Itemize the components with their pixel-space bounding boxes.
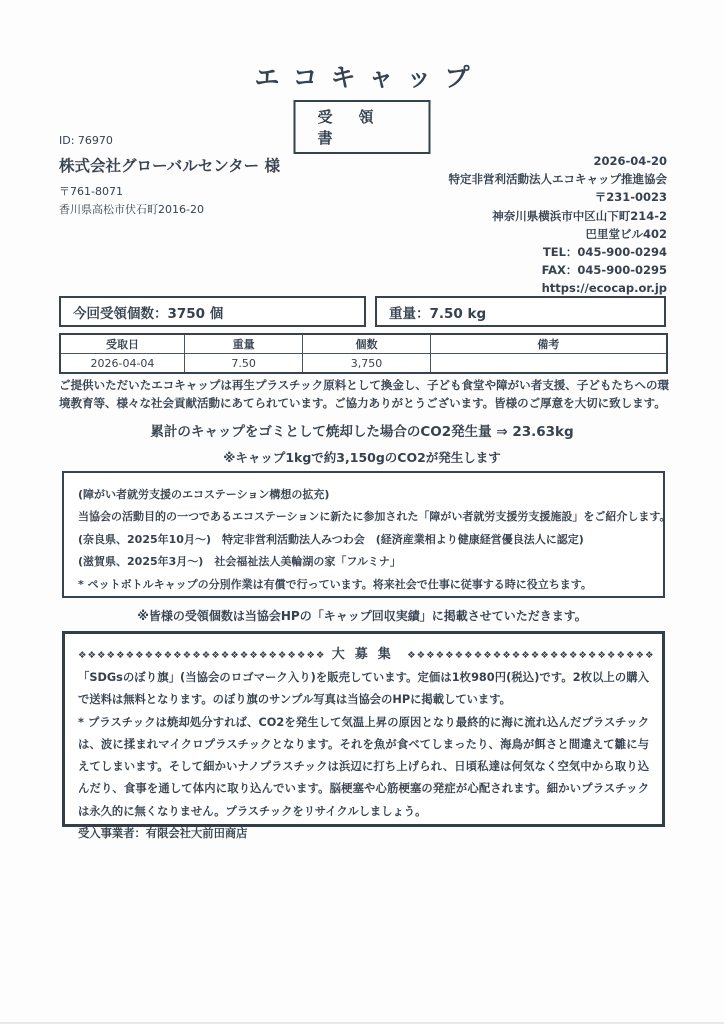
operator-line: 受入事業者：有限会社大前田商店 — [78, 827, 248, 841]
issuer-fax: FAX：045-900-0295 — [541, 263, 667, 278]
issuer-tel: TEL：045-900-0294 — [542, 245, 667, 260]
issuer-postal: 〒231-0023 — [594, 190, 667, 205]
diamond-ornament-left: ❖❖❖❖❖❖❖❖❖❖❖❖❖❖❖❖❖❖❖❖❖❖❖❖❖❖ — [78, 650, 326, 661]
info-line: 当協会の活動目的の一つであるエコステーションに新たに参加された「障がい者就労支援労支援施設」をご紹介します。 — [78, 510, 671, 524]
recipient-name: 株式会社グローバルセンター 様 — [59, 157, 281, 175]
issuer-building: 巴里堂ビル402 — [585, 226, 667, 241]
recipient-postal: 〒761-8071 — [59, 185, 123, 198]
recipient-address: 香川県高松市伏石町2016-20 — [59, 203, 204, 216]
receipt-table — [59, 333, 668, 374]
weight-text: 重量：7.50 kg — [389, 305, 487, 322]
info-line: (滋賀県、2025年3月～) 社会福祉法人美輪湖の家「フルミナ」 — [78, 555, 401, 569]
doc-title: エコキャップ — [254, 63, 483, 92]
issuer-url: https://ecocap.or.jp — [541, 281, 667, 296]
receipt-stamp-label: 受領書 — [317, 108, 400, 147]
col-header-date: 受取日 — [60, 334, 184, 354]
recruitment-box — [62, 631, 665, 841]
diamond-ornament-right: ❖❖❖❖❖❖❖❖❖❖❖❖❖❖❖❖❖❖❖❖❖❖❖❖❖❖ — [407, 650, 655, 661]
issuer-org-name: 特定非営利活動法人エコキャップ推進協会 — [448, 172, 667, 187]
hp-publish-note: ※皆様の受領個数は当協会HPの「キャップ回収実績」に掲載させていただきます。 — [137, 609, 587, 623]
cell-weight: 7.50 — [184, 354, 302, 374]
received-count-text: 今回受領個数：3750 個 — [73, 305, 224, 322]
cell-date: 2026-04-04 — [60, 354, 184, 374]
col-header-weight: 重量 — [184, 334, 302, 354]
col-header-count: 個数 — [303, 334, 430, 354]
info-line: (障がい者就労支援のエコステーション構想の拡充) — [78, 488, 330, 501]
info-line: (奈良県、2025年10月～) 特定非営利活動法人みつわ会 (経済産業相より健康経営優良法人に認定) — [78, 532, 584, 546]
co2-note-line: ※キャップ1kgで約3,150gのCO2が発生します — [223, 450, 501, 465]
table-row — [60, 354, 667, 374]
eco-station-info-box — [62, 471, 671, 598]
co2-total-line: 累計のキャップをゴミとして焼却した場合のCO2発生量 ⇒ 23.63kg — [150, 424, 574, 440]
cell-count: 3,750 — [303, 354, 430, 374]
sdgs-flag-paragraph: 「SDGsのぼり旗」(当協会のロゴマーク入り)を販売しています。定価は1枚980円(税込)です。2枚以上の購入で送料は無料となります。のぼり旗のサンプル写真は当協会のHPに掲載しています。 — [78, 671, 649, 707]
recruitment-title: 大募集 — [331, 647, 401, 662]
plastic-recycle-paragraph: * プラスチックは焼却処分すれば、CO2を発生して気温上昇の原因となり最終的に海に流れ込んだプラスチックは、波に揉まれマイクロプラスチックとなります。それを魚が食べてしまったり、海鳥が餌さと間違えて雛に与えてしまいます。そして細かいナノプラスチックは浜辺に打ち上げられ、日頃私達は何気なく空気中から取り込んだり、食事を通して体内に取り込んでいます。脳梗塞や心筋梗塞の発症が心配されます。細かいプラスチックは永久的に無くなりません。プラスチックをリサイクルしましょう。 — [78, 715, 649, 818]
thanks-paragraph: ご提供いただいたエコキャップは再生プラスチック原料として換金し、子ども食堂や障がい者支援、子どもたちへの環境教育等、様々な社会貢献活動にあてられています。ご協力ありがとうございます。皆様のご厚意を大切に致します。 — [59, 378, 669, 410]
weight-box — [375, 296, 666, 327]
issuer-block — [449, 152, 668, 298]
received-count-box — [59, 296, 366, 327]
issue-date: 2026-04-20 — [593, 154, 667, 168]
table-header-row — [60, 334, 667, 354]
recruitment-heading — [78, 644, 655, 667]
receipt-id: ID: 76970 — [59, 134, 113, 147]
col-header-note: 備考 — [430, 334, 667, 354]
info-line: * ペットボトルキャップの分別作業は有償で行っています。将来社会で仕事に従事する時に役立ちます。 — [78, 577, 592, 591]
receipt-stamp-box — [293, 100, 430, 154]
issuer-address: 神奈川県横浜市中区山下町214-2 — [492, 208, 667, 223]
cell-note — [430, 354, 667, 374]
recipient-block — [59, 134, 280, 219]
